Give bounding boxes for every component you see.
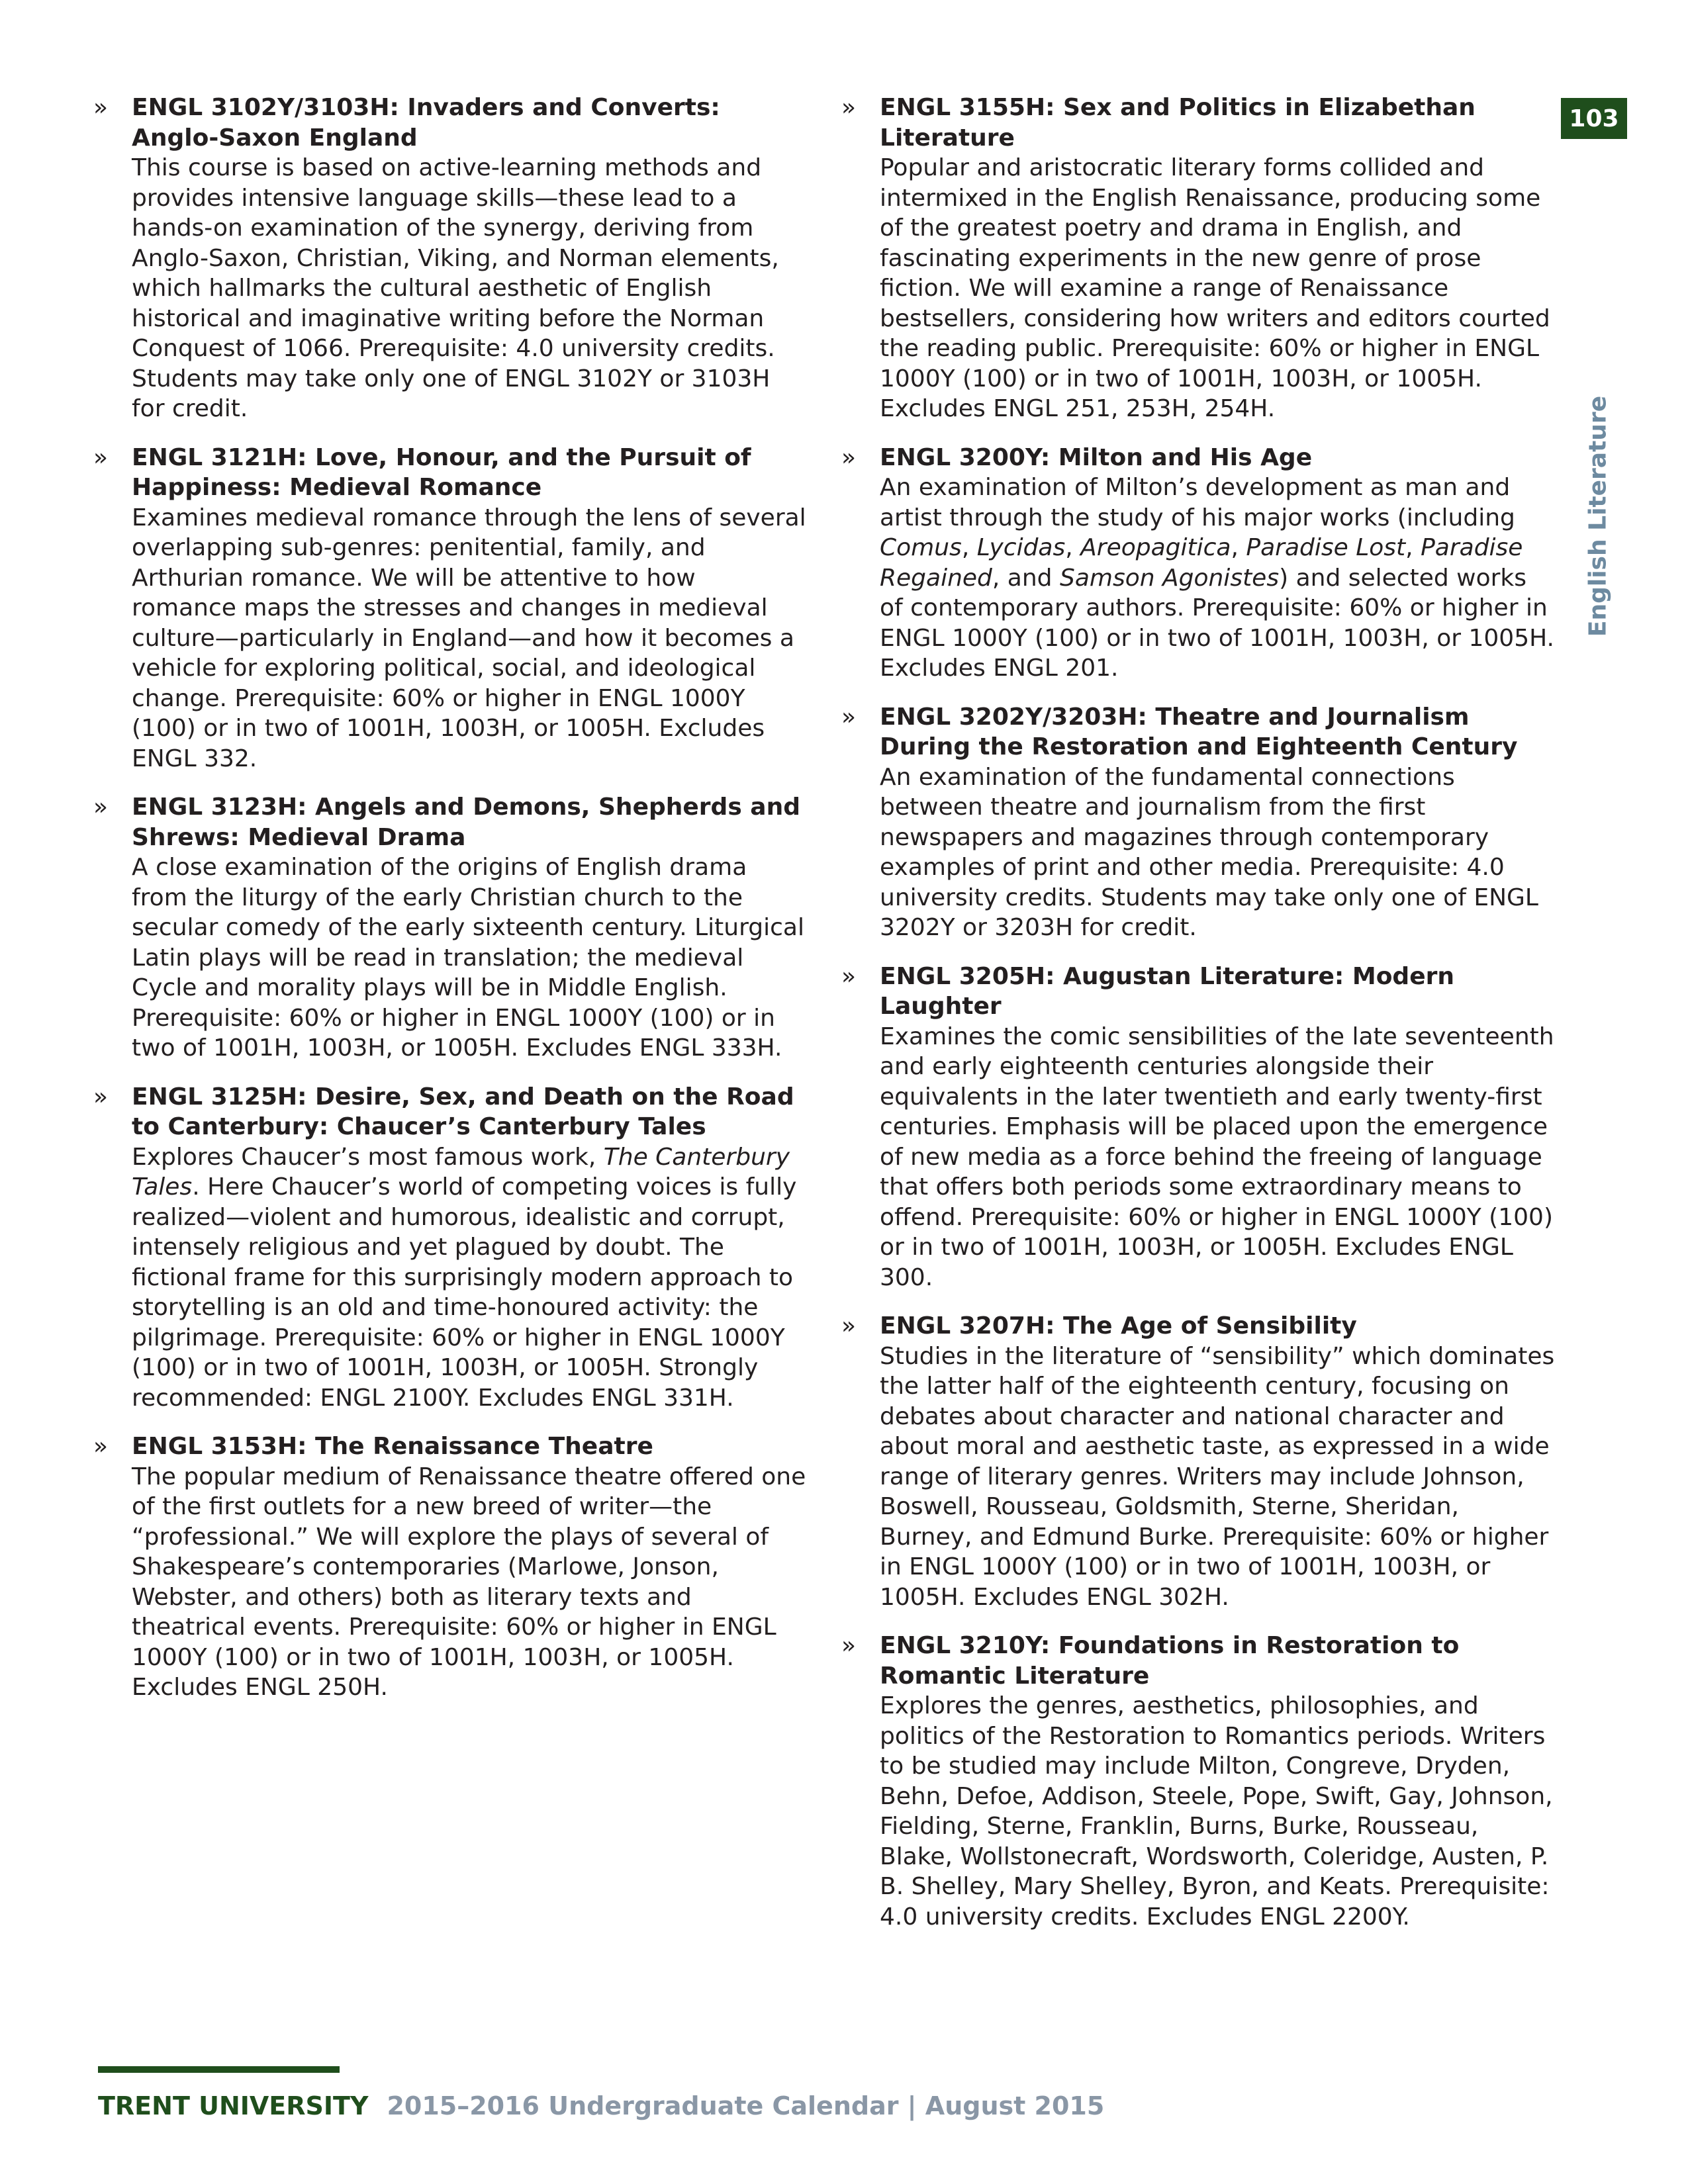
- course-description: [132, 1462, 808, 1703]
- course-entry: [837, 702, 1556, 943]
- course-description: [880, 473, 1556, 684]
- course-entry: [89, 1082, 808, 1414]
- right-column: [837, 93, 1556, 1950]
- course-title: ENGL 3155H: Sex and Politics in Elizabethan Literature: [880, 94, 1476, 152]
- description-text: , and: [992, 564, 1060, 592]
- footer-rule: [98, 2066, 340, 2073]
- description-text: ,: [1405, 534, 1421, 561]
- description-text: Examines medieval romance through the lens of several overlapping sub-genres: penitential, family, and Arthurian romance. We will be attentive to how romance maps the stresses and changes in medieval culture—particularly in England—and how it becomes a vehicle for exploring political, social, and ideological change. Prerequisite: 60% or higher in ENGL 1000Y (100) or in two of 1001H, 1003H, or 1005H. Excludes ENGL 332.: [132, 504, 806, 772]
- bullet-marker: »: [841, 94, 857, 121]
- section-side-label: English Literature: [1584, 395, 1612, 637]
- course-entry: [837, 962, 1556, 1293]
- italic-title: Comus: [880, 534, 962, 561]
- course-description: [132, 1142, 808, 1414]
- bullet-marker: »: [93, 1083, 109, 1111]
- italic-title: Paradise Regained: [880, 534, 1523, 592]
- italic-title: The Canterbury Tales: [132, 1143, 790, 1201]
- course-entry: [837, 1311, 1556, 1612]
- footer-calendar: 2015–2016 Undergraduate Calendar | August 2015: [387, 2091, 1105, 2120]
- description-text: Popular and aristocratic literary forms collided and intermixed in the English Renaissance, producing some of the greatest poetry and drama in English, and fascinating experiments in the new genre of prose fiction. We will examine a range of Renaissance bestsellers, considering how writers and editors courted the reading public. Prerequisite: 60% or higher in ENGL 1000Y (100) or in two of 1001H, 1003H, or 1005H. Excludes ENGL 251, 253H, 254H.: [880, 154, 1550, 422]
- course-title: ENGL 3200Y: Milton and His Age: [880, 443, 1313, 471]
- course-title: ENGL 3125H: Desire, Sex, and Death on the Road to Canterbury: Chaucer’s Canterbury Tales: [132, 1083, 794, 1140]
- description-text: Studies in the literature of “sensibility” which dominates the latter half of the eighteenth century, focusing on debates about character and national character and about moral and aesthetic taste, as expressed in a wide range of literary genres. Writers may include Johnson, Boswell, Rousseau, Goldsmith, Sterne, Sheridan, Burney, and Edmund Burke. Prerequisite: 60% or higher in ENGL 1000Y (100) or in two of 1001H, 1003H, or 1005H. Excludes ENGL 302H.: [880, 1342, 1555, 1611]
- bullet-marker: »: [93, 94, 109, 121]
- course-title: ENGL 3202Y/3203H: Theatre and Journalism During the Restoration and Eighteenth Century: [880, 703, 1518, 760]
- description-text: ,: [1231, 534, 1246, 561]
- course-entry: [89, 1432, 808, 1703]
- bullet-marker: »: [841, 703, 857, 731]
- course-description: [880, 1691, 1556, 1932]
- description-text: An examination of the fundamental connections between theatre and journalism from the first newspapers and magazines through contemporary examples of print and other media. Prerequisite: 4.0 university credits. Students may take only one of ENGL 3202Y or 3203H for credit.: [880, 763, 1538, 941]
- bullet-marker: »: [841, 443, 857, 471]
- italic-title: Lycidas: [976, 534, 1066, 561]
- course-description: [880, 762, 1556, 943]
- bullet-marker: »: [93, 443, 109, 471]
- description-text: Examines the comic sensibilities of the late seventeenth and early eighteenth centuries alongside their equivalents in the later twentieth and early twenty-first centuries. Emphasis will be placed upon the emergence of new media as a force behind the freeing of language that offers both periods some extraordinary means to offend. Prerequisite: 60% or higher in ENGL 1000Y (100) or in two of 1001H, 1003H, or 1005H. Excludes ENGL 300.: [880, 1023, 1554, 1291]
- course-description: [132, 153, 808, 424]
- footer: [98, 2091, 1104, 2120]
- course-title: ENGL 3210Y: Foundations in Restoration to Romantic Literature: [880, 1632, 1460, 1690]
- description-text: The popular medium of Renaissance theatre offered one of the first outlets for a new breed of writer—the “professional.” We will explore the plays of several of Shakespeare’s contemporaries (Marlowe, Jonson, Webster, and others) both as literary texts and theatrical events. Prerequisite: 60% or higher in ENGL 1000Y (100) or in two of 1001H, 1003H, or 1005H. Excludes ENGL 250H.: [132, 1463, 806, 1701]
- course-title: ENGL 3102Y/3103H: Invaders and Converts: Anglo-Saxon England: [132, 94, 720, 152]
- course-entry: [89, 792, 808, 1064]
- course-description: [132, 852, 808, 1064]
- course-title: ENGL 3121H: Love, Honour, and the Pursuit of Happiness: Medieval Romance: [132, 443, 751, 501]
- course-description: [880, 1022, 1556, 1293]
- italic-title: Areopagitica: [1080, 534, 1231, 561]
- bullet-marker: »: [93, 794, 109, 821]
- italic-title: Paradise Lost: [1246, 534, 1406, 561]
- page-number: 103: [1561, 98, 1627, 139]
- left-column: [89, 93, 808, 1721]
- course-description: [880, 1342, 1556, 1613]
- bullet-marker: »: [841, 1632, 857, 1659]
- description-text: An examination of Milton’s development as man and artist through the study of his major works (including: [880, 474, 1515, 531]
- course-entry: [837, 93, 1556, 424]
- course-title: ENGL 3207H: The Age of Sensibility: [880, 1312, 1357, 1340]
- description-text: ) and selected works of contemporary authors. Prerequisite: 60% or higher in ENGL 1000Y (100) or in two of 1001H, 1003H, or 1005H. Excludes ENGL 201.: [880, 564, 1554, 682]
- footer-university: TRENT UNIVERSITY: [98, 2091, 369, 2120]
- bullet-marker: »: [841, 962, 857, 990]
- course-title: ENGL 3205H: Augustan Literature: Modern Laughter: [880, 962, 1454, 1020]
- description-text: Explores the genres, aesthetics, philosophies, and politics of the Restoration to Romantics periods. Writers to be studied may include Milton, Congreve, Dryden, Behn, Defoe, Addison, Steele, Pope, Swift, Gay, Johnson, Fielding, Sterne, Franklin, Burns, Burke, Rousseau, Blake, Wollstonecraft, Wordsworth, Coleridge, Austen, P. B. Shelley, Mary Shelley, Byron, and Keats. Prerequisite: 4.0 university credits. Excludes ENGL 2200Y.: [880, 1692, 1553, 1931]
- course-description: [880, 153, 1556, 424]
- course-entry: [837, 1631, 1556, 1932]
- description-text: A close examination of the origins of English drama from the liturgy of the early Christian church to the secular comedy of the early sixteenth century. Liturgical Latin plays will be read in translation; the medieval Cycle and morality plays will be in Middle English. Prerequisite: 60% or higher in ENGL 1000Y (100) or in two of 1001H, 1003H, or 1005H. Excludes ENGL 333H.: [132, 854, 804, 1062]
- bullet-marker: »: [93, 1433, 109, 1460]
- description-text: Explores Chaucer’s most famous work,: [132, 1143, 604, 1171]
- course-title: ENGL 3153H: The Renaissance Theatre: [132, 1433, 653, 1460]
- italic-title: Samson Agonistes: [1059, 564, 1280, 592]
- description-text: . Here Chaucer’s world of competing voices is fully realized—violent and humorous, idealistic and corrupt, intensely religious and yet plagued by doubt. The fictional frame for this surprisingly modern approach to storytelling is an old and time-honoured activity: the pilgrimage. Prerequisite: 60% or higher in ENGL 1000Y (100) or in two of 1001H, 1003H, or 1005H. Strongly recommended: ENGL 2100Y. Excludes ENGL 331H.: [132, 1173, 797, 1412]
- course-description: [132, 503, 808, 774]
- description-text: ,: [961, 534, 977, 561]
- course-title: ENGL 3123H: Angels and Demons, Shepherds and Shrews: Medieval Drama: [132, 794, 800, 851]
- course-entry: [837, 443, 1556, 684]
- description-text: ,: [1065, 534, 1081, 561]
- course-entry: [89, 93, 808, 424]
- course-entry: [89, 443, 808, 774]
- description-text: This course is based on active-learning methods and provides intensive language skills—these lead to a hands-on examination of the synergy, deriving from Anglo-Saxon, Christian, Viking, and Norman elements, which hallmarks the cultural aesthetic of English historical and imaginative writing before the Norman Conquest of 1066. Prerequisite: 4.0 university credits. Students may take only one of ENGL 3102Y or 3103H for credit.: [132, 154, 779, 422]
- bullet-marker: »: [841, 1312, 857, 1340]
